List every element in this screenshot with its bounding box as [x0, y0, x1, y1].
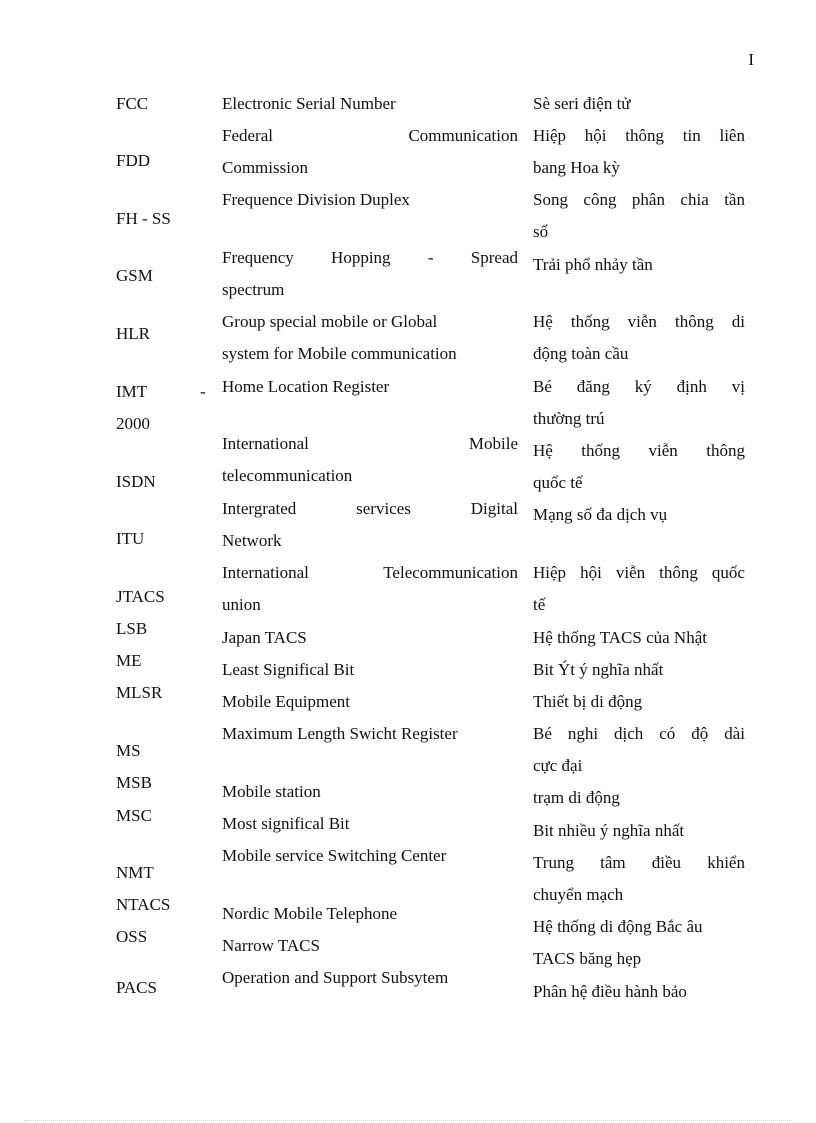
abbreviation: ITU: [116, 529, 145, 548]
vietnamese-term: thường trú: [533, 409, 605, 428]
english-term: Narrow TACS: [222, 936, 320, 955]
abbreviation: MLSR: [116, 683, 163, 702]
english-term-justified: Federal Communication: [222, 126, 518, 145]
vietnamese-term: quốc tế: [533, 473, 583, 492]
abbreviation: NMT: [116, 863, 154, 882]
vietnamese-term-justified: Hệ thống viễn thông: [533, 441, 745, 460]
abbreviation: LSB: [116, 619, 148, 638]
abbreviation: GSM: [116, 266, 153, 285]
vietnamese-term: bang Hoa kỳ: [533, 158, 620, 177]
vietnamese-term: Bit nhiều ý nghĩa nhất: [533, 821, 685, 840]
abbreviation: MSB: [116, 773, 152, 792]
english-term: Electronic Serial Number: [222, 94, 396, 113]
abbreviation: MSC: [116, 806, 152, 825]
english-term: Group special mobile or Global: [222, 312, 438, 331]
vietnamese-term: TACS băng hẹp: [533, 949, 642, 968]
abbreviation: PACS: [116, 978, 157, 997]
vietnamese-term-justified: Trung tâm điều khiển: [533, 853, 745, 872]
abbreviation: JTACS: [116, 587, 165, 606]
abbreviation: HLR: [116, 324, 150, 343]
english-term: Mobile Equipment: [222, 692, 350, 711]
english-term: telecommunication: [222, 466, 353, 485]
vietnamese-term-justified: Hệ thống viễn thông di: [533, 312, 745, 331]
english-term: Nordic Mobile Telephone: [222, 904, 398, 923]
vietnamese-term-justified: Bé nghi dịch có độ dài: [533, 724, 745, 743]
vietnamese-term-justified: Hiệp hội thông tin liên: [533, 126, 745, 145]
footer-divider: [24, 1120, 792, 1121]
vietnamese-term: số: [533, 222, 549, 241]
vietnamese-term: chuyển mạch: [533, 885, 624, 904]
abbreviation: FDD: [116, 151, 151, 170]
abbreviation: 2000: [116, 414, 150, 433]
vietnamese-term: động toàn cầu: [533, 344, 629, 363]
abbreviation: FCC: [116, 94, 149, 113]
vietnamese-term: Mạng số đa dịch vụ: [533, 505, 668, 524]
english-term: Maximum Length Swicht Register: [222, 724, 458, 743]
vietnamese-term: trạm di động: [533, 788, 620, 807]
english-term-justified: International Mobile: [222, 434, 518, 453]
english-term: Network: [222, 531, 282, 550]
abbreviation: ISDN: [116, 472, 156, 491]
english-term: Mobile station: [222, 782, 321, 801]
vietnamese-term: Trải phổ nhảy tần: [533, 255, 653, 274]
abbreviation-dash: -: [200, 382, 206, 401]
english-term: union: [222, 595, 261, 614]
vietnamese-term: Bit Ýt ý nghĩa nhất: [533, 660, 664, 679]
vietnamese-term: cực đại: [533, 756, 583, 775]
abbreviation: OSS: [116, 927, 148, 946]
english-term: system for Mobile communication: [222, 344, 457, 363]
english-term: Home Location Register: [222, 377, 390, 396]
vietnamese-term: Hệ thống TACS của Nhật: [533, 628, 707, 647]
abbreviation: ME: [116, 651, 142, 670]
english-term-justified: Frequency Hopping - Spread: [222, 248, 518, 267]
vietnamese-term: Phân hệ điều hành bảo: [533, 982, 687, 1001]
english-term: Least Significal Bit: [222, 660, 355, 679]
english-term: Japan TACS: [222, 628, 307, 647]
english-term-justified: Intergrated services Digital: [222, 499, 518, 518]
vietnamese-term: Hệ thống di động Bắc âu: [533, 917, 703, 936]
abbreviation: MS: [116, 741, 141, 760]
vietnamese-term-justified: Hiệp hội viễn thông quốc: [533, 563, 745, 582]
abbreviation: NTACS: [116, 895, 171, 914]
english-term: Most significal Bit: [222, 814, 350, 833]
english-term: spectrum: [222, 280, 285, 299]
abbreviation: IMT: [116, 382, 148, 401]
vietnamese-term: Sè seri điện tử: [533, 94, 631, 113]
english-term: Commission: [222, 158, 308, 177]
english-term: Frequence Division Duplex: [222, 190, 410, 209]
english-term-justified: International Telecommunication: [222, 563, 518, 582]
vietnamese-term-justified: Bé đăng ký định vị: [533, 377, 745, 396]
english-term: Operation and Support Subsytem: [222, 968, 449, 987]
vietnamese-term: Thiết bị di động: [533, 692, 643, 711]
vietnamese-term-justified: Song công phân chia tần: [533, 190, 745, 209]
vietnamese-term: tế: [533, 595, 546, 614]
page-number: I: [748, 50, 754, 69]
abbreviation: FH - SS: [116, 209, 171, 228]
english-term: Mobile service Switching Center: [222, 846, 447, 865]
